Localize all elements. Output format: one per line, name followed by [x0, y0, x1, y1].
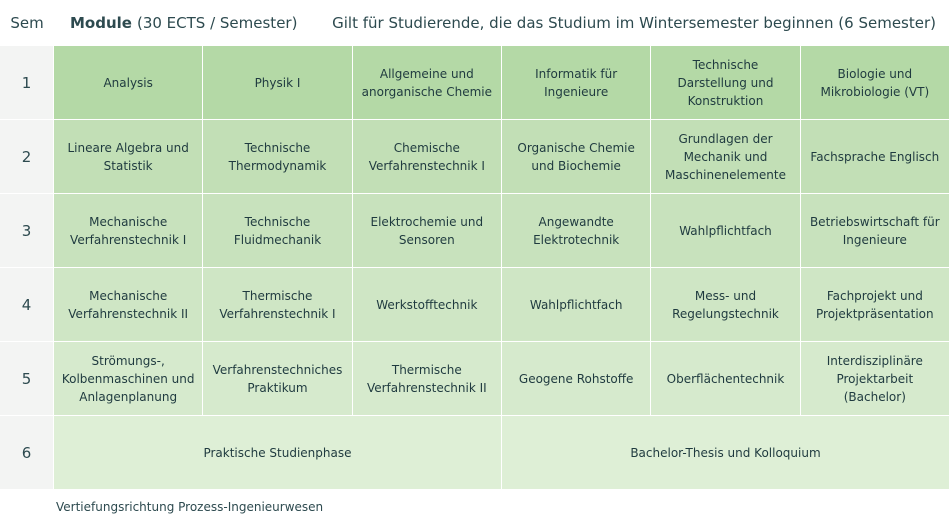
module-cell: Mechanische Verfahrenstechnik II — [54, 268, 203, 342]
module-cell: Angewandte Elektrotechnik — [502, 194, 651, 268]
module-cell: Interdisziplinäre Projektarbeit (Bachelor) — [801, 342, 950, 416]
semester-number: 2 — [0, 120, 54, 194]
module-cell: Technische Darstellung und Konstruktion — [651, 46, 800, 120]
specialization-caption: Vertiefungsrichtung Prozess-Ingenieurwesen — [56, 500, 324, 514]
module-cell: Chemische Verfahrenstechnik I — [353, 120, 502, 194]
semester-number: 4 — [0, 268, 54, 342]
module-cell: Mechanische Verfahrenstechnik I — [54, 194, 203, 268]
module-cell: Technische Fluidmechanik — [203, 194, 352, 268]
module-cell: Grundlagen der Mechanik und Maschinenelemente — [651, 120, 800, 194]
semester-number: 5 — [0, 342, 54, 416]
module-cell: Elektrochemie und Sensoren — [353, 194, 502, 268]
module-cell: Allgemeine und anorganische Chemie — [353, 46, 502, 120]
sem-header: Sem — [10, 14, 44, 32]
module-cell: Physik I — [203, 46, 352, 120]
table-header — [0, 0, 950, 46]
semester-number: 6 — [0, 416, 54, 490]
module-header-bold: Module — [70, 14, 132, 32]
module-cell: Wahlpflichtfach — [502, 268, 651, 342]
module-cell: Geogene Rohstoffe — [502, 342, 651, 416]
module-header-ects: (30 ECTS / Semester) — [136, 14, 298, 32]
module-cell: Strömungs-, Kolbenmaschinen und Anlagenplanung — [54, 342, 203, 416]
module-cell: Fachsprache Englisch — [801, 120, 950, 194]
module-cell: Thermische Verfahrenstechnik II — [353, 342, 502, 416]
module-cell: Fachprojekt und Projektpräsentation — [801, 268, 950, 342]
module-cell: Betriebswirtschaft für Ingenieure — [801, 194, 950, 268]
module-cell: Organische Chemie und Biochemie — [502, 120, 651, 194]
module-cell: Werkstofftechnik — [353, 268, 502, 342]
module-cell: Mess- und Regelungstechnik — [651, 268, 800, 342]
semester-number: 1 — [0, 46, 54, 120]
module-cell-practical-phase: Praktische Studienphase — [54, 416, 502, 490]
semester-number: 3 — [0, 194, 54, 268]
module-cell: Lineare Algebra und Statistik — [54, 120, 203, 194]
module-cell: Verfahrenstechniches Praktikum — [203, 342, 352, 416]
module-cell: Technische Thermodynamik — [203, 120, 352, 194]
validity-note: Gilt für Studierende, die das Studium im Wintersemester beginnen (6 Semester) — [332, 14, 936, 32]
module-header — [70, 0, 297, 46]
module-cell: Wahlpflichtfach — [651, 194, 800, 268]
module-cell: Biologie und Mikrobiologie (VT) — [801, 46, 950, 120]
curriculum-table — [0, 46, 950, 490]
module-cell: Informatik für Ingenieure — [502, 46, 651, 120]
module-cell: Thermische Verfahrenstechnik I — [203, 268, 352, 342]
module-cell-bachelor-thesis: Bachelor-Thesis und Kolloquium — [502, 416, 950, 490]
module-cell: Oberflächentechnik — [651, 342, 800, 416]
module-cell: Analysis — [54, 46, 203, 120]
